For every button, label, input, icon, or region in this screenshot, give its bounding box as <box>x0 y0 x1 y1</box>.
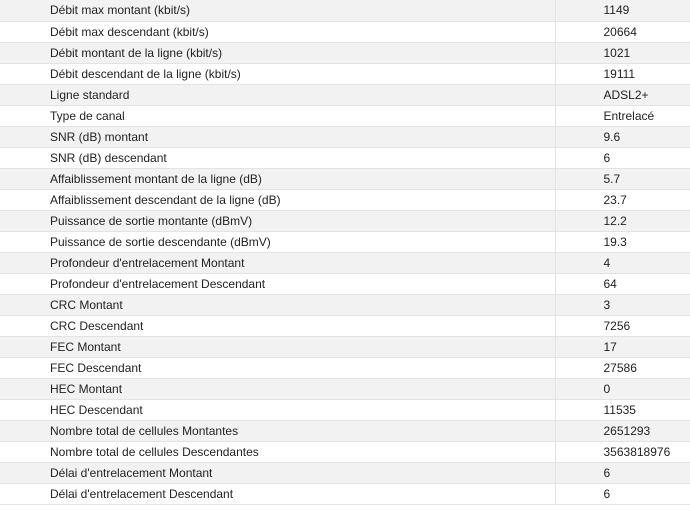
table-row <box>0 420 690 441</box>
stat-label: HEC Descendant <box>0 399 555 420</box>
stat-label: Nombre total de cellules Descendantes <box>0 441 555 462</box>
table-row <box>0 147 690 168</box>
stat-value: 1021 <box>555 42 690 63</box>
stat-label: Délai d'entrelacement Descendant <box>0 483 555 504</box>
stat-value: 5.7 <box>555 168 690 189</box>
stat-value: 12.2 <box>555 210 690 231</box>
stat-value: 19.3 <box>555 231 690 252</box>
stat-label: CRC Descendant <box>0 315 555 336</box>
stat-value: 9.6 <box>555 126 690 147</box>
stat-label: Débit max montant (kbit/s) <box>0 0 555 21</box>
stat-label: Puissance de sortie montante (dBmV) <box>0 210 555 231</box>
stat-value: 6 <box>555 147 690 168</box>
stat-value: 6 <box>555 483 690 504</box>
table-row <box>0 483 690 504</box>
stat-value: 6 <box>555 462 690 483</box>
stat-value: 64 <box>555 273 690 294</box>
stat-value: 19111 <box>555 63 690 84</box>
stat-label: Affaiblissement descendant de la ligne (dB) <box>0 189 555 210</box>
table-row <box>0 378 690 399</box>
stat-label: SNR (dB) montant <box>0 126 555 147</box>
stat-value: 23.7 <box>555 189 690 210</box>
stat-value: 3563818976 <box>555 441 690 462</box>
stat-value: 0 <box>555 378 690 399</box>
stat-label: HEC Montant <box>0 378 555 399</box>
table-row <box>0 462 690 483</box>
table-row <box>0 294 690 315</box>
table-row <box>0 168 690 189</box>
stat-value: 20664 <box>555 21 690 42</box>
stat-value: 7256 <box>555 315 690 336</box>
stat-value: 17 <box>555 336 690 357</box>
table-row <box>0 441 690 462</box>
stat-label: Débit descendant de la ligne (kbit/s) <box>0 63 555 84</box>
stat-value: ADSL2+ <box>555 84 690 105</box>
table-row <box>0 273 690 294</box>
table-row <box>0 210 690 231</box>
table-row <box>0 21 690 42</box>
stat-label: Délai d'entrelacement Montant <box>0 462 555 483</box>
table-row <box>0 42 690 63</box>
stat-value: 11535 <box>555 399 690 420</box>
stat-label: FEC Descendant <box>0 357 555 378</box>
table-row <box>0 84 690 105</box>
stat-label: CRC Montant <box>0 294 555 315</box>
stat-label: Profondeur d'entrelacement Descendant <box>0 273 555 294</box>
table-row <box>0 252 690 273</box>
table-row <box>0 336 690 357</box>
table-row <box>0 105 690 126</box>
stat-label: Débit montant de la ligne (kbit/s) <box>0 42 555 63</box>
table-row <box>0 0 690 21</box>
stat-value: 2651293 <box>555 420 690 441</box>
stat-label: FEC Montant <box>0 336 555 357</box>
stat-label: Affaiblissement montant de la ligne (dB) <box>0 168 555 189</box>
stat-value: 1149 <box>555 0 690 21</box>
stat-label: SNR (dB) descendant <box>0 147 555 168</box>
table-row <box>0 126 690 147</box>
table-row <box>0 231 690 252</box>
stat-value: 4 <box>555 252 690 273</box>
stat-label: Débit max descendant (kbit/s) <box>0 21 555 42</box>
stat-label: Ligne standard <box>0 84 555 105</box>
table-row <box>0 315 690 336</box>
table-row <box>0 63 690 84</box>
stat-label: Type de canal <box>0 105 555 126</box>
stat-value: 3 <box>555 294 690 315</box>
table-row <box>0 399 690 420</box>
table-row <box>0 189 690 210</box>
stat-label: Nombre total de cellules Montantes <box>0 420 555 441</box>
stat-label: Profondeur d'entrelacement Montant <box>0 252 555 273</box>
stat-label: Puissance de sortie descendante (dBmV) <box>0 231 555 252</box>
stat-value: Entrelacé <box>555 105 690 126</box>
stat-value: 27586 <box>555 357 690 378</box>
table-row <box>0 357 690 378</box>
